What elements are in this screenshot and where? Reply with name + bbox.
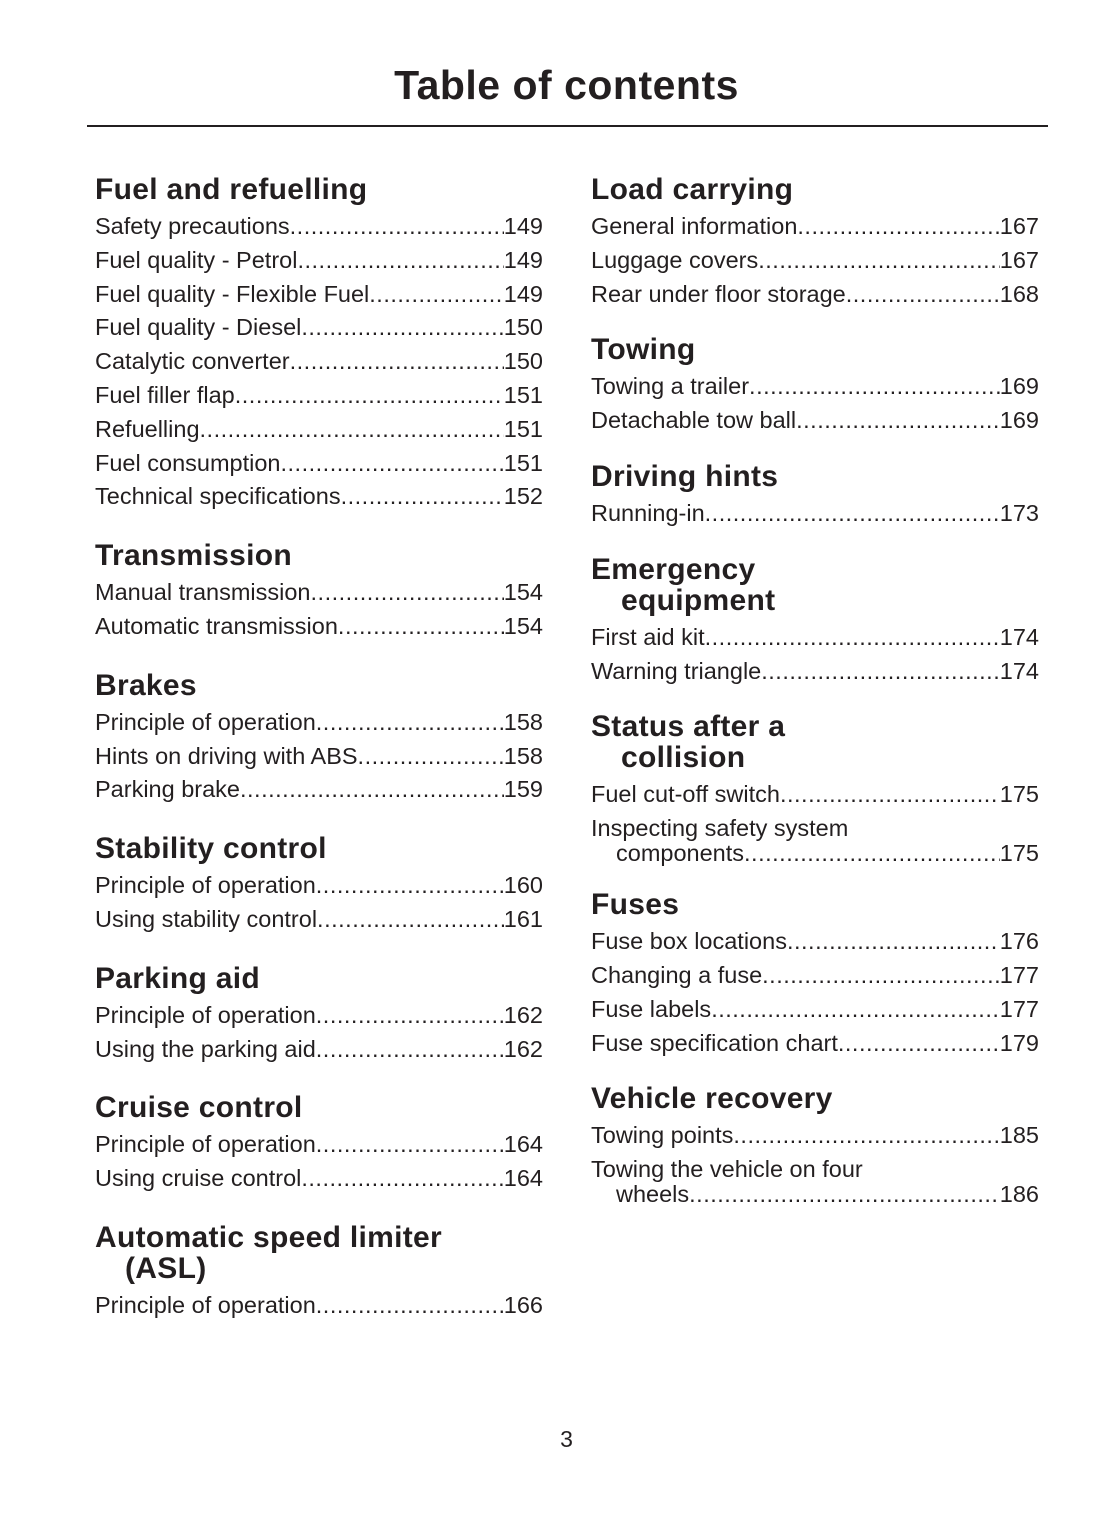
- toc-entry-continuation: [591, 1182, 1039, 1207]
- dot-leader: [290, 345, 504, 379]
- section-heading: [591, 554, 1039, 616]
- toc-entry-label: Principle of operation: [95, 1291, 316, 1318]
- section-heading: [95, 833, 543, 864]
- section-fuses: [591, 889, 1039, 1060]
- section-vehicle-recovery: [591, 1083, 1039, 1207]
- toc-entry[interactable]: [95, 1128, 543, 1162]
- toc-entry[interactable]: [95, 1033, 543, 1067]
- toc-entry[interactable]: [95, 244, 543, 278]
- dot-leader: [311, 576, 504, 610]
- section-heading: [591, 1083, 1039, 1114]
- toc-entry-page: 174: [999, 623, 1039, 650]
- toc-entry[interactable]: [95, 379, 543, 413]
- toc-entry[interactable]: [95, 869, 543, 903]
- toc-entry[interactable]: [95, 413, 543, 447]
- left-column: [95, 174, 543, 1349]
- toc-entry-label: Automatic transmission: [95, 612, 338, 639]
- toc-entry-label: Fuel quality - Diesel: [95, 314, 302, 341]
- toc-entry-label: Inspecting safety system: [591, 815, 849, 842]
- toc-entry[interactable]: [95, 480, 543, 514]
- right-column: [591, 174, 1039, 1230]
- section-heading: [95, 1092, 543, 1123]
- page-title: Table of contents: [394, 62, 739, 108]
- toc-entry-label: Fuel filler flap: [95, 381, 235, 408]
- toc-entry-page: 149: [503, 246, 543, 273]
- section-cruise-control: [95, 1092, 543, 1196]
- section-automatic-speed-limiter-asl: [95, 1222, 543, 1323]
- toc-entry[interactable]: [591, 210, 1039, 244]
- toc-entry-label: Catalytic converter: [95, 348, 290, 375]
- toc-entry[interactable]: [591, 404, 1039, 438]
- toc-entry[interactable]: [95, 278, 543, 312]
- toc-entry-label: Using cruise control: [95, 1165, 302, 1192]
- toc-entry[interactable]: [95, 1162, 543, 1196]
- dot-leader: [301, 311, 503, 345]
- toc-entry-page: 185: [999, 1122, 1039, 1149]
- section-heading-text: Transmission: [95, 539, 293, 573]
- toc-entry-label: Detachable tow ball: [591, 407, 797, 434]
- section-heading-text: Status after a: [591, 710, 786, 744]
- toc-entry-label: Rear under floor storage: [591, 280, 846, 307]
- toc-entry[interactable]: [591, 1119, 1039, 1153]
- section-heading: [591, 334, 1039, 365]
- dot-leader: [846, 278, 1000, 312]
- toc-entry-page: 168: [999, 280, 1039, 307]
- section-heading: [591, 711, 1039, 773]
- toc-entry-page: 176: [999, 928, 1039, 955]
- toc-entry-page: 164: [503, 1165, 543, 1192]
- toc-entry-page: 164: [503, 1131, 543, 1158]
- toc-entry[interactable]: [591, 244, 1039, 278]
- dot-leader: [301, 1162, 503, 1196]
- toc-entry-label: Using the parking aid: [95, 1035, 316, 1062]
- section-heading-text: Fuses: [591, 888, 680, 922]
- toc-entry-page: 177: [999, 961, 1039, 988]
- section-status-after-a-collision: [591, 711, 1039, 866]
- section-heading-text: Fuel and refuelling: [95, 173, 368, 206]
- section-heading-text: Towing: [591, 333, 696, 367]
- toc-entry-label-line2: wheels: [616, 1181, 690, 1208]
- toc-entry-label-line2: components: [616, 840, 745, 867]
- dot-leader: [235, 379, 504, 413]
- toc-entry-label: Fuse box locations: [591, 928, 787, 955]
- toc-entry-label: Parking brake: [95, 776, 240, 803]
- section-towing: [591, 334, 1039, 438]
- dot-leader: [316, 999, 504, 1033]
- toc-entry-label: Fuel consumption: [95, 449, 281, 476]
- toc-entry-label: Warning triangle: [591, 657, 762, 684]
- toc-entry-label: First aid kit: [591, 623, 705, 650]
- section-heading-text: Emergency: [591, 552, 756, 586]
- toc-entry-continuation: [591, 841, 1039, 866]
- section-heading-text: Brakes: [95, 668, 197, 702]
- toc-entry-label: Luggage covers: [591, 246, 759, 273]
- section-heading: [95, 540, 543, 571]
- toc-entry-label: Safety precautions: [95, 213, 290, 239]
- dot-leader: [341, 480, 504, 514]
- section-fuel-and-refuelling: [95, 174, 543, 514]
- toc-entry-page: 152: [503, 483, 543, 510]
- dot-leader: [316, 1033, 504, 1067]
- section-brakes: [95, 670, 543, 807]
- toc-entry[interactable]: [95, 311, 543, 345]
- toc-entry-label: Hints on driving with ABS: [95, 742, 358, 769]
- toc-entry-label: Fuse labels: [591, 995, 712, 1022]
- toc-entry[interactable]: [95, 903, 543, 937]
- toc-entry-page: 174: [999, 657, 1039, 684]
- dot-leader: [705, 621, 1000, 655]
- toc-entry-page: 160: [503, 872, 543, 899]
- toc-entry[interactable]: [95, 1289, 543, 1323]
- toc-entry-page: 162: [503, 1001, 543, 1028]
- section-emergency-equipment: [591, 554, 1039, 689]
- toc-entry-label: Fuse specification chart: [591, 1029, 838, 1056]
- dot-leader: [838, 1027, 1000, 1061]
- toc-entry-page: 158: [503, 708, 543, 735]
- toc-entry[interactable]: [591, 278, 1039, 312]
- toc-entry[interactable]: [95, 345, 543, 379]
- toc-entry[interactable]: [591, 1027, 1039, 1061]
- toc-entry[interactable]: [95, 610, 543, 644]
- toc-entry[interactable]: [591, 1157, 1039, 1207]
- section-heading: [95, 1222, 543, 1284]
- section-transmission: [95, 540, 543, 644]
- toc-entry-label: Towing points: [591, 1122, 734, 1149]
- dot-leader: [744, 841, 1000, 866]
- toc-entry-label: Using stability control: [95, 905, 318, 932]
- toc-entry[interactable]: [591, 370, 1039, 404]
- toc-entry-label: Principle of operation: [95, 872, 316, 899]
- section-heading: [95, 670, 543, 701]
- toc-entry-page: 150: [503, 314, 543, 341]
- toc-entry-page: 166: [503, 1291, 543, 1318]
- dot-leader: [761, 655, 1000, 689]
- toc-entry[interactable]: [95, 706, 543, 740]
- toc-entry-label: Towing a trailer: [591, 373, 750, 400]
- section-heading: [95, 963, 543, 994]
- section-heading: [591, 889, 1039, 920]
- dot-leader: [780, 778, 1000, 812]
- toc-entry-page: 175: [999, 840, 1039, 867]
- dot-leader: [316, 706, 504, 740]
- section-parking-aid: [95, 963, 543, 1067]
- toc-entry-page: 186: [999, 1181, 1039, 1208]
- toc-entry-page: 173: [999, 499, 1039, 526]
- dot-leader: [711, 993, 1000, 1027]
- dot-leader: [316, 1289, 504, 1323]
- dot-leader: [316, 869, 504, 903]
- toc-entry-label: Technical specifications: [95, 483, 341, 510]
- toc-entry-label: Fuel quality - Flexible Fuel: [95, 280, 370, 307]
- toc-entry[interactable]: [95, 740, 543, 774]
- toc-entry-page: 159: [503, 776, 543, 803]
- toc-entry-page: 169: [999, 407, 1039, 434]
- toc-entry-page: 149: [503, 280, 543, 307]
- section-heading: [95, 174, 543, 205]
- dot-leader: [758, 244, 1000, 278]
- toc-entry-label: Principle of operation: [95, 708, 316, 735]
- toc-entry[interactable]: [591, 993, 1039, 1027]
- toc-entry[interactable]: [591, 497, 1039, 531]
- page-number: 3: [560, 1426, 573, 1452]
- section-load-carrying: [591, 174, 1039, 311]
- dot-leader: [281, 447, 504, 481]
- toc-entry[interactable]: [591, 778, 1039, 812]
- section-heading-text: Vehicle recovery: [591, 1082, 833, 1116]
- dot-leader: [369, 278, 504, 312]
- dot-leader: [733, 1119, 999, 1153]
- toc-entry-label: Fuel cut-off switch: [591, 781, 780, 808]
- toc-entry-page: 151: [503, 415, 543, 442]
- toc-entry-label: Changing a fuse: [591, 961, 763, 988]
- section-stability-control: [95, 833, 543, 937]
- toc-entry-label: General information: [591, 213, 798, 239]
- toc-entry[interactable]: [591, 621, 1039, 655]
- dot-leader: [317, 903, 504, 937]
- toc-entry[interactable]: [95, 447, 543, 481]
- dot-leader: [796, 404, 1000, 438]
- dot-leader: [240, 773, 504, 807]
- toc-entry[interactable]: [591, 655, 1039, 689]
- toc-entry-label: Manual transmission: [95, 579, 311, 606]
- section-heading-text-line2: equipment: [621, 583, 776, 617]
- toc-entry-page: 162: [503, 1035, 543, 1062]
- toc-entry-page: 154: [503, 579, 543, 606]
- toc-entry-page: 167: [999, 246, 1039, 273]
- toc-entry-page: 149: [503, 213, 543, 239]
- toc-entry-label: Fuel quality - Petrol: [95, 246, 298, 273]
- section-heading-text: Driving hints: [591, 459, 779, 493]
- toc-entry-page: 161: [503, 905, 543, 932]
- section-heading-text-line2: (ASL): [125, 1251, 207, 1285]
- dot-leader: [200, 413, 504, 447]
- dot-leader: [689, 1182, 1000, 1207]
- toc-entry[interactable]: [95, 210, 543, 244]
- section-driving-hints: [591, 461, 1039, 531]
- dot-leader: [797, 210, 999, 244]
- toc-entry-label: Towing the vehicle on four: [591, 1156, 863, 1183]
- toc-entry[interactable]: [95, 576, 543, 610]
- title-divider: [87, 125, 1048, 127]
- dot-leader: [705, 497, 1000, 531]
- dot-leader: [787, 925, 1000, 959]
- dot-leader: [297, 244, 503, 278]
- toc-entry-label: Running-in: [591, 499, 705, 526]
- toc-entry[interactable]: [95, 999, 543, 1033]
- toc-entry-page: 177: [999, 995, 1039, 1022]
- section-heading-text-line2: collision: [621, 741, 746, 775]
- toc-entry-page: 151: [503, 381, 543, 408]
- dot-leader: [358, 740, 504, 774]
- toc-entry-page: 158: [503, 742, 543, 769]
- toc-entry[interactable]: [591, 959, 1039, 993]
- toc-entry-label: Principle of operation: [95, 1131, 316, 1158]
- toc-entry-label: Refuelling: [95, 415, 200, 442]
- dot-leader: [749, 370, 1000, 404]
- toc-entry[interactable]: [95, 773, 543, 807]
- toc-entry-label: Principle of operation: [95, 1001, 316, 1028]
- section-heading: [591, 461, 1039, 492]
- dot-leader: [316, 1128, 504, 1162]
- toc-entry-page: 167: [999, 213, 1039, 239]
- section-heading-text: Load carrying: [591, 173, 794, 206]
- toc-entry-page: 151: [503, 449, 543, 476]
- dot-leader: [338, 610, 504, 644]
- section-heading-text: Parking aid: [95, 961, 261, 995]
- toc-entry[interactable]: [591, 925, 1039, 959]
- toc-entry-page: 150: [503, 348, 543, 375]
- toc-entry-page: 179: [999, 1029, 1039, 1056]
- toc-entry[interactable]: [591, 816, 1039, 866]
- dot-leader: [762, 959, 1000, 993]
- section-heading-text: Stability control: [95, 832, 327, 866]
- section-heading-text: Automatic speed limiter: [95, 1220, 442, 1254]
- toc-entry-page: 154: [503, 612, 543, 639]
- dot-leader: [290, 210, 504, 244]
- toc-entry-page: 175: [999, 781, 1039, 808]
- section-heading: [591, 174, 1039, 205]
- toc-entry-page: 169: [999, 373, 1039, 400]
- section-heading-text: Cruise control: [95, 1091, 303, 1125]
